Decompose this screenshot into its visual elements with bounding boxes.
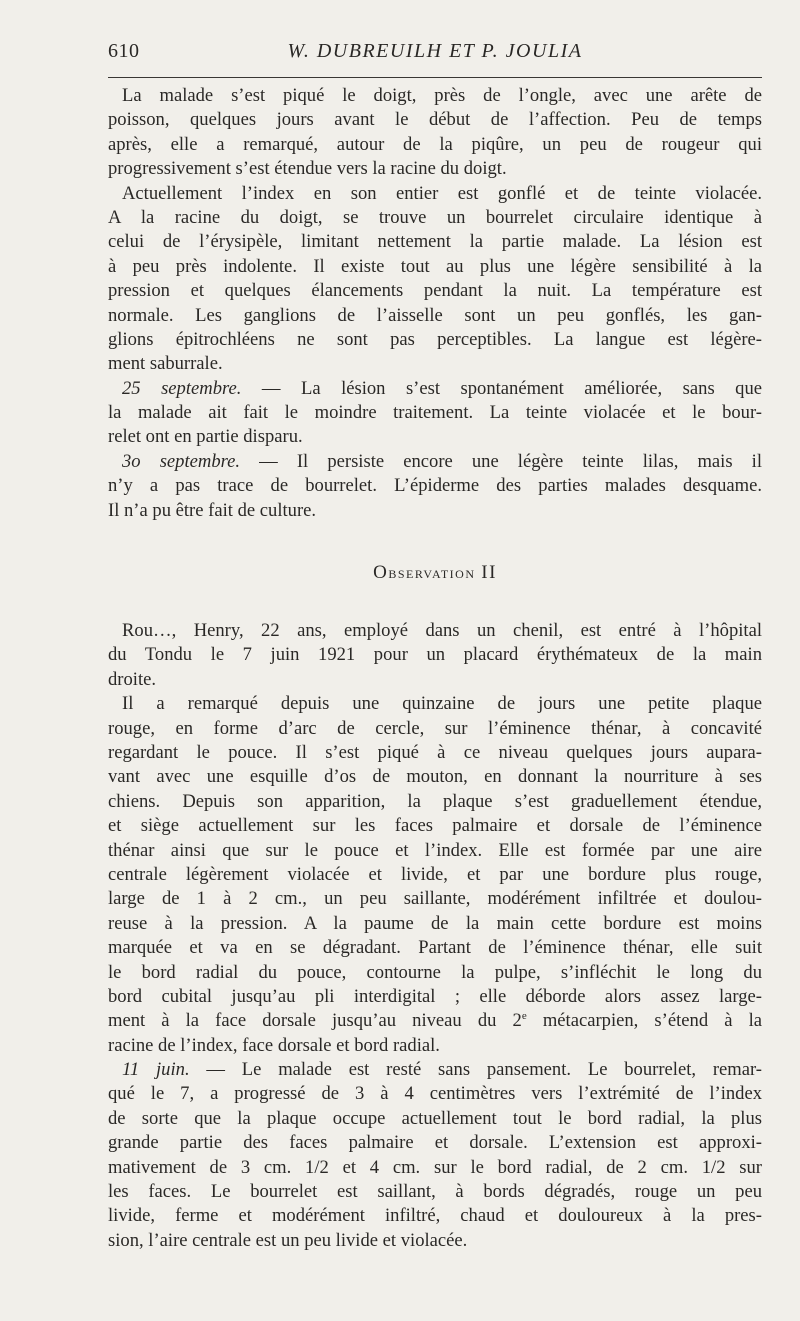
superscript: e bbox=[521, 1010, 527, 1023]
text-line: vant avec une esquille d’os de mouton, en donnant la nourriture à ses bbox=[108, 766, 762, 788]
text-line: Rou…, Henry, 22 ans, employé dans un chenil, est entré à l’hôpital bbox=[122, 620, 762, 642]
text-line: thénar ainsi que sur le pouce et l’index. Elle est formée par une aire bbox=[108, 839, 762, 861]
text-fragment: métacarpien, s’étend à la bbox=[526, 1010, 762, 1032]
entry-date: 25 septembre. bbox=[122, 377, 242, 399]
entry-date: 11 juin. bbox=[122, 1059, 190, 1081]
text-line: centrale légèrement violacée et livide, et par une bordure plus rouge, bbox=[108, 863, 762, 885]
text-line: droite. bbox=[108, 668, 157, 690]
paragraph bbox=[108, 182, 762, 377]
text-line: livide, ferme et modérément infiltré, chaud et douloureux à la pres- bbox=[108, 1205, 762, 1227]
text-line: marquée et va en se dégradant. Partant de l’éminence thénar, elle suit bbox=[108, 937, 762, 959]
spacer bbox=[108, 523, 762, 561]
running-head: W. DUBREUILH ET P. JOULIA bbox=[287, 40, 583, 62]
header-rule bbox=[108, 77, 762, 78]
body-text bbox=[108, 84, 762, 1253]
text-line bbox=[108, 1009, 762, 1033]
paragraph bbox=[108, 619, 762, 692]
text-line: poisson, quelques jours avant le début de l’affection. Peu de temps bbox=[108, 109, 762, 131]
text-line: regardant le pouce. Il s’est piqué à ce niveau quelques jours aupara- bbox=[108, 741, 762, 763]
text-line: grande partie des faces palmaire et dorsale. L’extension est approxi- bbox=[108, 1132, 762, 1154]
text-line: mativement de 3 cm. 1/2 et 4 cm. sur le bord radial, de 2 cm. 1/2 sur bbox=[108, 1156, 762, 1178]
text-line: bord cubital jusqu’au pli interdigital ; elle déborde alors assez large- bbox=[108, 985, 762, 1007]
text-line: du Tondu le 7 juin 1921 pour un placard érythémateux de la main bbox=[108, 644, 762, 666]
text-line: rouge, en forme d’arc de cercle, sur l’éminence thénar, à concavité bbox=[108, 717, 762, 739]
text-line: La malade s’est piqué le doigt, près de l’ongle, avec une arête de bbox=[122, 85, 762, 106]
spacer bbox=[108, 585, 762, 619]
text-line: à peu près indolente. Il existe tout au plus une légère sensibilité à la bbox=[108, 255, 762, 277]
text-line: ment saburrale. bbox=[108, 353, 223, 375]
text-line: normale. Les ganglions de l’aisselle sont un peu gonflés, les gan- bbox=[108, 304, 762, 326]
heading-numeral: II bbox=[481, 562, 497, 584]
text-fragment: — Il persiste encore une légère teinte lilas, mais il bbox=[240, 450, 762, 472]
paragraph bbox=[108, 84, 762, 182]
text-line: de sorte que la plaque occupe actuellement tout le bord radial, la plus bbox=[108, 1107, 762, 1129]
text-line: large de 1 à 2 cm., un peu saillante, modérément infiltrée et doulou- bbox=[108, 888, 762, 910]
text-line: Actuellement l’index en son entier est gonflé et de teinte violacée. bbox=[122, 182, 762, 204]
text-fragment: ment à la face dorsale jusqu’au niveau du 2 bbox=[108, 1010, 522, 1032]
text-line: pression et quelques élancements pendant la nuit. La température est bbox=[108, 280, 762, 302]
text-line: après, elle a remarqué, autour de la piqûre, un peu de rougeur qui bbox=[108, 133, 762, 155]
text-line: progressivement s’est étendue vers la racine du doigt. bbox=[108, 158, 507, 180]
text-line: la malade ait fait le moindre traitement. La teinte violacée et le bour- bbox=[108, 402, 762, 424]
text-line bbox=[108, 377, 762, 401]
paragraph bbox=[108, 450, 762, 523]
text-line: reuse à la pression. A la paume de la main cette bordure est moins bbox=[108, 912, 762, 934]
text-line: le bord radial du pouce, contourne la pulpe, s’infléchit le long du bbox=[108, 961, 762, 983]
heading-initial: O bbox=[373, 562, 389, 584]
paragraph bbox=[108, 1058, 762, 1253]
section-heading bbox=[108, 561, 762, 585]
text-line: sion, l’aire centrale est un peu livide et violacée. bbox=[108, 1229, 468, 1251]
text-line bbox=[108, 1058, 762, 1082]
text-line: A la racine du doigt, se trouve un bourrelet circulaire identique à bbox=[108, 206, 762, 228]
text-line: celui de l’érysipèle, limitant nettement la partie malade. La lésion est bbox=[108, 231, 762, 253]
text-fragment: — La lésion s’est spontanément améliorée, sans que bbox=[241, 377, 762, 399]
text-line: glions épitrochléens ne sont pas perceptibles. La langue est légère- bbox=[108, 328, 762, 350]
text-line: chiens. Depuis son apparition, la plaque s’est graduellement étendue, bbox=[108, 790, 762, 812]
entry-date: 3o septembre. bbox=[122, 450, 241, 472]
text-line: Il a remarqué depuis une quinzaine de jours une petite plaque bbox=[122, 693, 762, 715]
page-number: 610 bbox=[108, 40, 140, 62]
text-line: les faces. Le bourrelet est saillant, à bords dégradés, rouge un peu bbox=[108, 1181, 762, 1203]
text-line bbox=[108, 450, 762, 474]
heading-word: bservation bbox=[388, 563, 476, 583]
text-line: Il n’a pu être fait de culture. bbox=[108, 499, 317, 521]
text-line: qué le 7, a progressé de 3 à 4 centimètres vers l’extrémité de l’index bbox=[108, 1083, 762, 1105]
text-line: et siège actuellement sur les faces palmaire et dorsale de l’éminence bbox=[108, 815, 762, 837]
page-header bbox=[108, 40, 762, 70]
text-line: racine de l’index, face dorsale et bord radial. bbox=[108, 1034, 440, 1056]
paragraph bbox=[108, 692, 762, 1058]
text-line: relet ont en partie disparu. bbox=[108, 426, 303, 448]
text-fragment: — Le malade est resté sans pansement. Le bourrelet, remar- bbox=[189, 1059, 762, 1081]
paragraph bbox=[108, 377, 762, 450]
text-line: n’y a pas trace de bourrelet. L’épiderme des parties malades desquame. bbox=[108, 475, 762, 497]
